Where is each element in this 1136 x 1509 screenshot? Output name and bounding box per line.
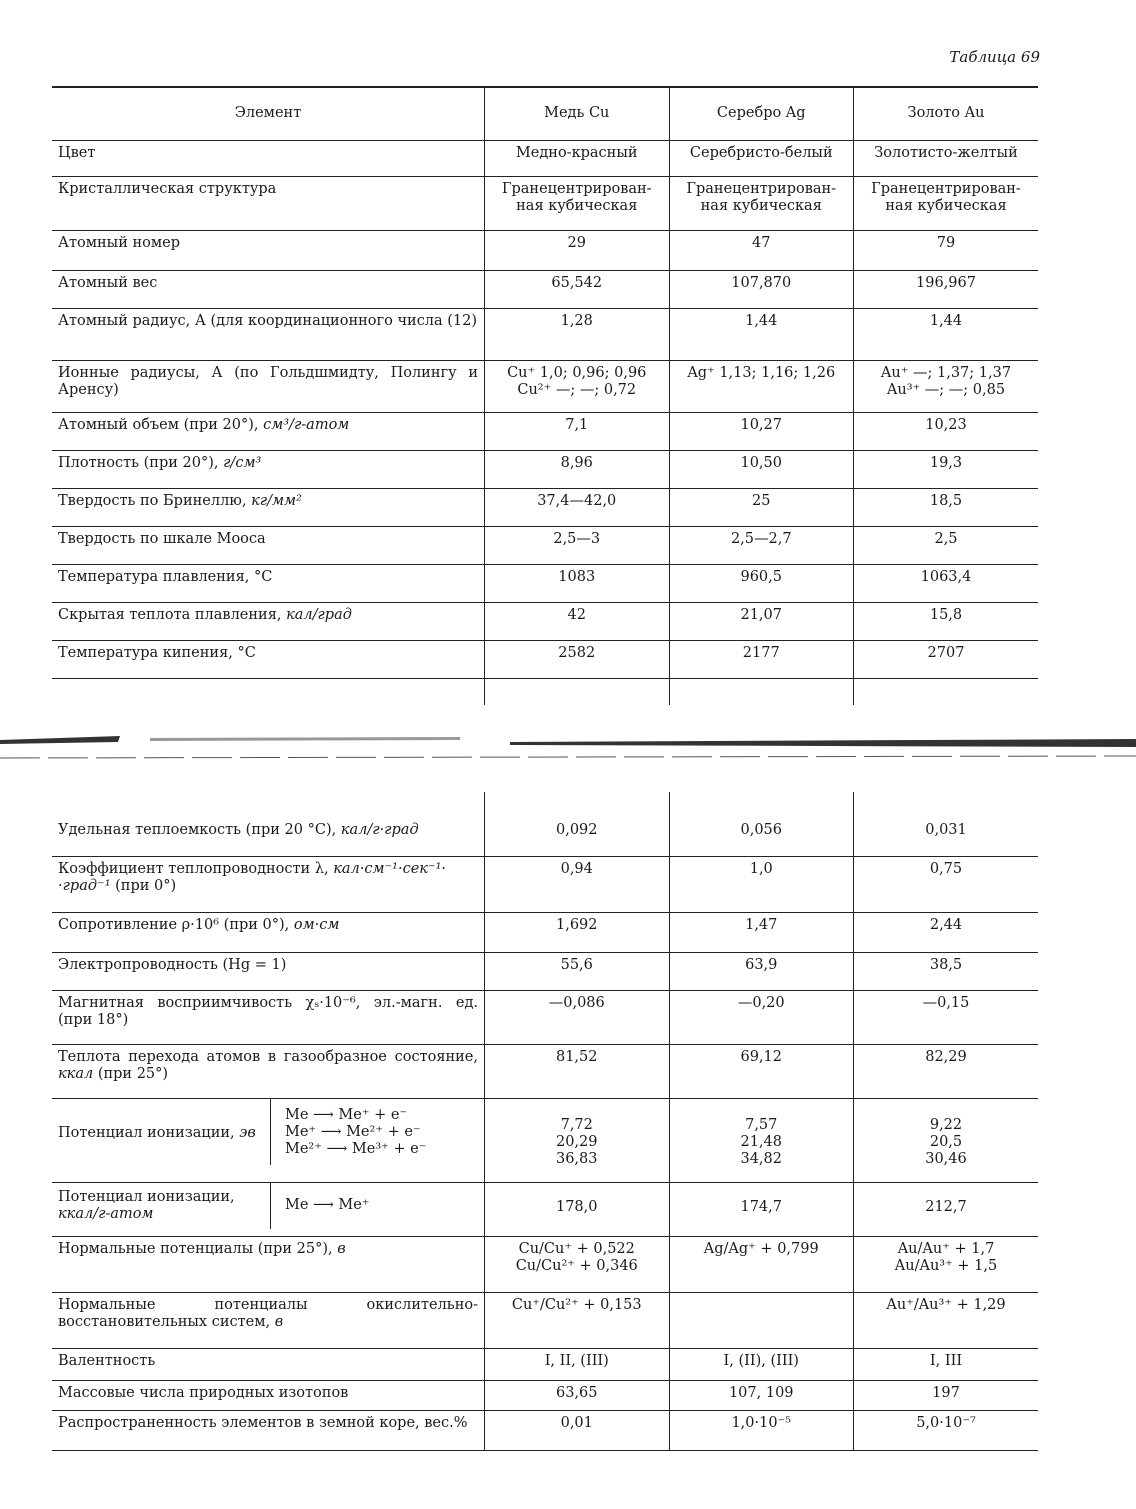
cell-copper: 2582: [485, 641, 670, 679]
cell-gold: 197: [854, 1380, 1039, 1410]
table-continuation-stub: [52, 679, 1038, 706]
cell-copper: 1083: [485, 565, 670, 603]
row-label: Плотность (при 20°),: [58, 455, 219, 471]
cell-copper: Cu⁺ 1,0; 0,96; 0,96 Cu²⁺ —; —; 0,72: [485, 361, 670, 413]
cell-gold: 2,44: [854, 912, 1039, 952]
row-label: Сопротивление ρ·10⁶ (при 0°),: [58, 916, 290, 933]
table-row: [52, 309, 1038, 361]
cell-silver: 47: [669, 231, 854, 271]
table-row: [52, 856, 1038, 912]
cell-silver: [669, 1292, 854, 1348]
table-row: [52, 1292, 1038, 1348]
row-unit: см³/г-атом: [263, 417, 350, 433]
cell-gold: 2,5: [854, 527, 1039, 565]
cell-gold: —0,15: [854, 990, 1039, 1044]
row-label: Атомный номер: [58, 235, 181, 251]
row-unit: эв: [239, 1124, 256, 1141]
cell-copper: 0,092: [485, 818, 670, 856]
ionization-ev-row: [52, 1098, 1038, 1182]
cell-copper: Cu⁺/Cu²⁺ + 0,153: [485, 1292, 670, 1348]
cell-silver: 63,9: [669, 952, 854, 990]
cell-silver: 1,0: [669, 856, 854, 912]
cell-gold: 15,8: [854, 603, 1039, 641]
cell-gold: 38,5: [854, 952, 1039, 990]
cell-silver: 960,5: [669, 565, 854, 603]
cell-silver: 2177: [669, 641, 854, 679]
row-unit: ом·см: [293, 916, 340, 933]
cell-gold: 19,3: [854, 451, 1039, 489]
cell-gold: 196,967: [854, 271, 1039, 309]
row-unit: в: [274, 1313, 284, 1330]
cell-gold: Au⁺/Au³⁺ + 1,29: [854, 1292, 1039, 1348]
row-label: Скрытая теплота плавления,: [58, 607, 282, 623]
row-label: Теплота перехода атомов в газообразное состояние,: [58, 1048, 478, 1065]
cell-silver: 69,12: [669, 1044, 854, 1098]
cell-gold: 9,22 20,5 30,46: [854, 1098, 1039, 1182]
cell-silver: 25: [669, 489, 854, 527]
row-label-cell: [52, 231, 485, 271]
table-row: [52, 413, 1038, 451]
row-label: Атомный объем (при 20°),: [58, 417, 259, 433]
cell-gold: 0,75: [854, 856, 1039, 912]
row-label-cell: [52, 489, 485, 527]
cell-silver: Ag/Ag⁺ + 0,799: [669, 1236, 854, 1292]
row-label-cell: [52, 990, 485, 1044]
cell-copper: Гранецентрирован- ная кубическая: [485, 177, 670, 231]
page-tear-separator: [0, 728, 1136, 778]
row-label-cell: [52, 413, 485, 451]
table-row: [52, 451, 1038, 489]
row-label-cell: [52, 603, 485, 641]
table-row: [52, 271, 1038, 309]
row-label-cell: [52, 1044, 485, 1098]
row-unit: ккал/г-атом: [58, 1205, 154, 1222]
cell-silver: 2,5—2,7: [669, 527, 854, 565]
cell-gold: Au⁺ —; 1,37; 1,37 Au³⁺ —; —; 0,85: [854, 361, 1039, 413]
header-gold: Золото Au: [854, 87, 1039, 141]
table-row: [52, 141, 1038, 177]
properties-table-part2: [52, 792, 1038, 1451]
table-row: [52, 641, 1038, 679]
table-row: [52, 1348, 1038, 1380]
ionization-steps: Me ⟶ Me⁺: [270, 1183, 484, 1230]
cell-silver: 10,27: [669, 413, 854, 451]
table-row: [52, 603, 1038, 641]
cell-copper: 0,01: [485, 1410, 670, 1450]
row-label: Коэффициент теплопроводности λ,: [58, 860, 329, 877]
table-row: [52, 527, 1038, 565]
cell-gold: I, III: [854, 1348, 1039, 1380]
table-row: [52, 1044, 1038, 1098]
cell-silver: I, (II), (III): [669, 1348, 854, 1380]
cell-copper: 81,52: [485, 1044, 670, 1098]
cell-silver: —0,20: [669, 990, 854, 1044]
row-label-cell: [52, 527, 485, 565]
cell-gold: Гранецентрирован- ная кубическая: [854, 177, 1039, 231]
cell-silver: 174,7: [669, 1182, 854, 1236]
row-label: Твердость по Бринеллю,: [58, 493, 247, 509]
row-label-cell: [52, 912, 485, 952]
cell-copper: 1,28: [485, 309, 670, 361]
row-label: Нормальные потенциалы окислительно-восстановительных систем,: [58, 1296, 478, 1330]
table-row: [52, 361, 1038, 413]
row-label-cell: [52, 177, 485, 231]
table-row: [52, 1410, 1038, 1450]
table-caption: Таблица 69: [949, 48, 1040, 66]
table-continuation-stub: [52, 792, 1038, 818]
row-unit: в: [337, 1240, 346, 1257]
cell-gold: 79: [854, 231, 1039, 271]
cell-copper: Cu/Cu⁺ + 0,522 Cu/Cu²⁺ + 0,346: [485, 1236, 670, 1292]
cell-copper: Медно-красный: [485, 141, 670, 177]
row-label: Температура кипения, °С: [58, 645, 256, 661]
cell-silver: Серебристо-белый: [669, 141, 854, 177]
row-label-cell: [52, 309, 485, 361]
cell-gold: Золотисто-желтый: [854, 141, 1039, 177]
header-copper: Медь Cu: [485, 87, 670, 141]
cell-gold: 0,031: [854, 818, 1039, 856]
row-label: Потенциал ионизации,: [58, 1188, 235, 1205]
row-label-cell: [52, 641, 485, 679]
cell-silver: Ag⁺ 1,13; 1,16; 1,26: [669, 361, 854, 413]
cell-copper: 178,0: [485, 1182, 670, 1236]
row-label: Удельная теплоемкость (при 20 °С),: [58, 822, 337, 838]
table-row: [52, 990, 1038, 1044]
cell-copper: 2,5—3: [485, 527, 670, 565]
row-unit: ккал: [58, 1065, 94, 1082]
ionization-steps: Me ⟶ Me⁺ + e⁻ Me⁺ ⟶ Me²⁺ + e⁻ Me²⁺ ⟶ Me³⁺ + e⁻: [270, 1099, 484, 1165]
cell-silver: 1,47: [669, 912, 854, 952]
row-label: Температура плавления, °С: [58, 569, 273, 585]
cell-silver: 107, 109: [669, 1380, 854, 1410]
row-label-tail: (при 0°): [115, 877, 177, 894]
cell-silver: 1,0·10⁻⁵: [669, 1410, 854, 1450]
row-label: Нормальные потенциалы (при 25°),: [58, 1240, 333, 1257]
table-row: [52, 912, 1038, 952]
cell-gold: 212,7: [854, 1182, 1039, 1236]
cell-copper: 29: [485, 231, 670, 271]
row-label: Электропроводность (Hg = 1): [58, 956, 287, 973]
row-label: Кристаллическая структура: [58, 181, 277, 197]
row-label: Массовые числа природных изотопов: [58, 1384, 349, 1401]
row-label-cell: [52, 1348, 485, 1380]
cell-silver: Гранецентрирован- ная кубическая: [669, 177, 854, 231]
cell-copper: 55,6: [485, 952, 670, 990]
cell-gold: 1,44: [854, 309, 1039, 361]
row-label: Цвет: [58, 145, 96, 161]
cell-copper: 42: [485, 603, 670, 641]
cell-copper: 1,692: [485, 912, 670, 952]
cell-copper: 37,4—42,0: [485, 489, 670, 527]
cell-copper: I, II, (III): [485, 1348, 670, 1380]
cell-silver: 107,870: [669, 271, 854, 309]
cell-copper: 63,65: [485, 1380, 670, 1410]
row-label-cell: [52, 361, 485, 413]
row-label: Ионные радиусы, А (по Гольдшмидту, Полингу и Аренсу): [58, 365, 478, 399]
row-label: Атомный радиус, А (для координационного числа (12): [58, 313, 478, 329]
row-label-cell: [52, 271, 485, 309]
table-header-row: [52, 87, 1038, 141]
table-row: [52, 1236, 1038, 1292]
cell-gold: 10,23: [854, 413, 1039, 451]
row-label-cell: [52, 1292, 485, 1348]
row-label-tail: (при 25°): [97, 1065, 169, 1082]
cell-copper: 0,94: [485, 856, 670, 912]
table-row: [52, 489, 1038, 527]
row-label-cell: [52, 1410, 485, 1450]
row-label-cell: [52, 1236, 485, 1292]
row-label: Твердость по шкале Мооса: [58, 531, 266, 547]
row-unit: кал·см⁻¹·сек⁻¹· ·град⁻¹: [58, 860, 447, 894]
cell-copper: 7,1: [485, 413, 670, 451]
table-row: [52, 1380, 1038, 1410]
row-unit: г/см³: [223, 455, 262, 471]
table-row: [52, 952, 1038, 990]
cell-gold: 5,0·10⁻⁷: [854, 1410, 1039, 1450]
cell-silver: 0,056: [669, 818, 854, 856]
row-label-cell: [52, 856, 485, 912]
row-label-cell: [52, 818, 485, 856]
cell-gold: Au/Au⁺ + 1,7 Au/Au³⁺ + 1,5: [854, 1236, 1039, 1292]
cell-gold: 82,29: [854, 1044, 1039, 1098]
ionization-kcal-row: [52, 1182, 1038, 1236]
row-label-cell: [52, 952, 485, 990]
row-label: Атомный вес: [58, 275, 158, 291]
cell-copper: 8,96: [485, 451, 670, 489]
header-element: Элемент: [52, 87, 485, 141]
cell-copper: —0,086: [485, 990, 670, 1044]
row-unit: кал/г·град: [340, 822, 419, 838]
cell-gold: 2707: [854, 641, 1039, 679]
row-label-cell: [52, 1380, 485, 1410]
cell-silver: 10,50: [669, 451, 854, 489]
row-label-cell: [52, 141, 485, 177]
row-label: Валентность: [58, 1352, 156, 1369]
row-label-cell: [52, 565, 485, 603]
row-label: Потенциал ионизации,: [58, 1124, 235, 1141]
properties-table-part1: [52, 86, 1038, 705]
row-unit: кг/мм²: [251, 493, 302, 509]
cell-silver: 1,44: [669, 309, 854, 361]
table-row: [52, 231, 1038, 271]
cell-silver: 21,07: [669, 603, 854, 641]
row-label: Магнитная восприимчивость χₛ·10⁻⁶, эл.-магн. ед. (при 18°): [58, 994, 478, 1028]
row-label-cell: [52, 451, 485, 489]
table-row: [52, 565, 1038, 603]
cell-silver: 7,57 21,48 34,82: [669, 1098, 854, 1182]
cell-gold: 1063,4: [854, 565, 1039, 603]
table-row: [52, 177, 1038, 231]
cell-copper: 7,72 20,29 36,83: [485, 1098, 670, 1182]
cell-copper: 65,542: [485, 271, 670, 309]
row-unit: кал/град: [286, 607, 352, 623]
table-row: [52, 818, 1038, 856]
header-silver: Серебро Ag: [669, 87, 854, 141]
row-label: Распространенность элементов в земной коре, вес.%: [58, 1414, 468, 1431]
cell-gold: 18,5: [854, 489, 1039, 527]
